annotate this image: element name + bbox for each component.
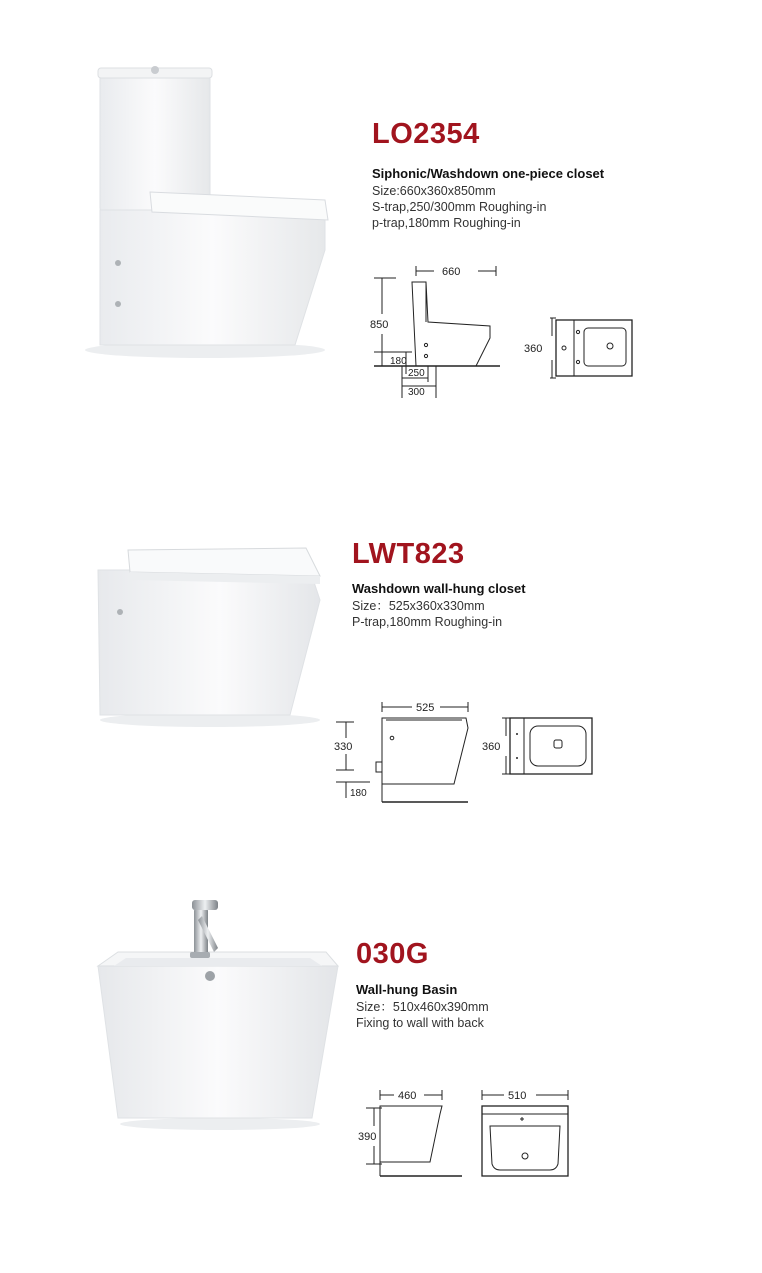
wall-hung-toilet-photo: [80, 530, 340, 730]
model-number: 030G: [356, 938, 429, 970]
dim-250-label: 250: [408, 368, 425, 379]
one-piece-toilet-photo: [70, 60, 340, 360]
top-view-drawing: [480, 716, 598, 780]
spec-line: p-trap,180mm Roughing-in: [372, 216, 521, 230]
dim-depth-label: 360: [482, 741, 501, 753]
side-view-drawing: [366, 262, 516, 402]
spec-line: S-trap,250/300mm Roughing-in: [372, 200, 547, 214]
product-title: Washdown wall-hung closet: [352, 581, 526, 596]
product-lwt823: [0, 520, 762, 840]
product-title: Siphonic/Washdown one-piece closet: [372, 166, 605, 181]
dim-width-label: 660: [442, 266, 461, 278]
spec-line: Size：525x360x330mm: [352, 599, 485, 613]
top-view-drawing: [476, 1086, 576, 1182]
dim-height-label: 850: [370, 319, 389, 331]
dim-300-label: 300: [408, 387, 425, 398]
product-lo2354: [0, 0, 762, 440]
dim-height-label: 330: [334, 741, 353, 753]
dim-width-label: 525: [416, 702, 435, 714]
spec-line: Fixing to wall with back: [356, 1016, 484, 1030]
spec-line: Size：510x460x390mm: [356, 1000, 489, 1014]
dim-depth-label: 460: [398, 1090, 417, 1102]
spec-line: Size:660x360x850mm: [372, 184, 496, 198]
dim-180-label: 180: [390, 356, 407, 367]
spec-line: P-trap,180mm Roughing-in: [352, 615, 503, 629]
model-number: LO2354: [372, 118, 480, 150]
dim-height-label: 390: [358, 1131, 377, 1143]
dim-depth-label: 360: [524, 343, 543, 355]
top-view-drawing: [522, 312, 642, 382]
dim-180-label: 180: [350, 788, 367, 799]
side-view-drawing: [330, 698, 478, 808]
side-view-drawing: [356, 1086, 466, 1186]
model-number: LWT823: [352, 538, 465, 570]
product-030g: [0, 890, 762, 1250]
wall-hung-basin-photo: [90, 896, 350, 1136]
dim-width-label: 510: [508, 1090, 527, 1102]
product-title: Wall-hung Basin: [356, 982, 458, 997]
